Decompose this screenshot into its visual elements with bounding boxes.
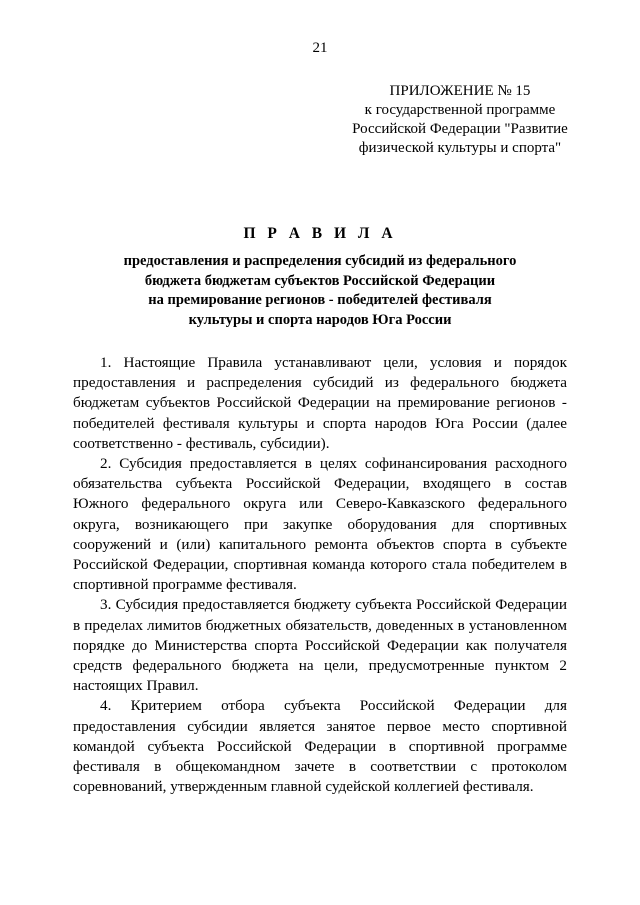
subtitle-line: бюджета бюджетам субъектов Российской Федерации xyxy=(144,272,496,289)
page-number: 21 xyxy=(312,40,328,56)
paragraph-2: 2. Субсидия предоставляется в целях софинансирования расходного обязательства субъекта Российской Федерации, входящего в состав Южного федерального округа или Северо-Кавказского федерального округа, возникающего при закупке оборудования для спортивных сооружений и (или) капитального ремонта объектов спорта в субъекте Российской Федерации, спортивная команда которого стала победителем в спортивной программе фестиваля. xyxy=(73,455,567,594)
document-title: П Р А В И Л А xyxy=(243,225,397,242)
paragraph-1: 1. Настоящие Правила устанавливают цели, условия и порядок предоставления и распределения субсидий из федерального бюджета бюджетам субъектов Российской Федерации на премирование регионов - победителей фестиваля культуры и спорта народов Юга России (далее соответственно - фестиваль, субсидии). xyxy=(73,354,567,452)
subtitle-line: на премирование регионов - победителей фестиваля xyxy=(148,292,492,308)
appendix-header xyxy=(330,82,590,158)
paragraph-3: 3. Субсидия предоставляется бюджету субъекта Российской Федерации в пределах лимитов бюджетных обязательств, доведенных в установленном порядке до Министерства спорта Российской Федерации как получателя средств федерального бюджета на цели, предусмотренные пунктом 2 настоящих Правил. xyxy=(73,596,567,695)
paragraph-4: 4. Критерием отбора субъекта Российской Федерации для предоставления субсидии является занятое первое место спортивной командой субъекта Российской Федерации в спортивной программе фестиваля в общекомандном зачете в соответствии с протоколом соревнований, утвержденным главной судейской коллегией фестиваля. xyxy=(73,697,567,796)
appendix-line: физической культуры и спорта" xyxy=(358,140,562,156)
appendix-line: ПРИЛОЖЕНИЕ № 15 xyxy=(389,83,531,99)
appendix-line: к государственной программе xyxy=(364,102,556,118)
document-body xyxy=(73,353,567,797)
subtitle-line: предоставления и распределения субсидий из федерального xyxy=(123,253,517,269)
subtitle-line: культуры и спорта народов Юга России xyxy=(188,311,452,328)
appendix-line: Российской Федерации "Развитие xyxy=(352,121,568,137)
document-subtitle xyxy=(80,252,560,330)
